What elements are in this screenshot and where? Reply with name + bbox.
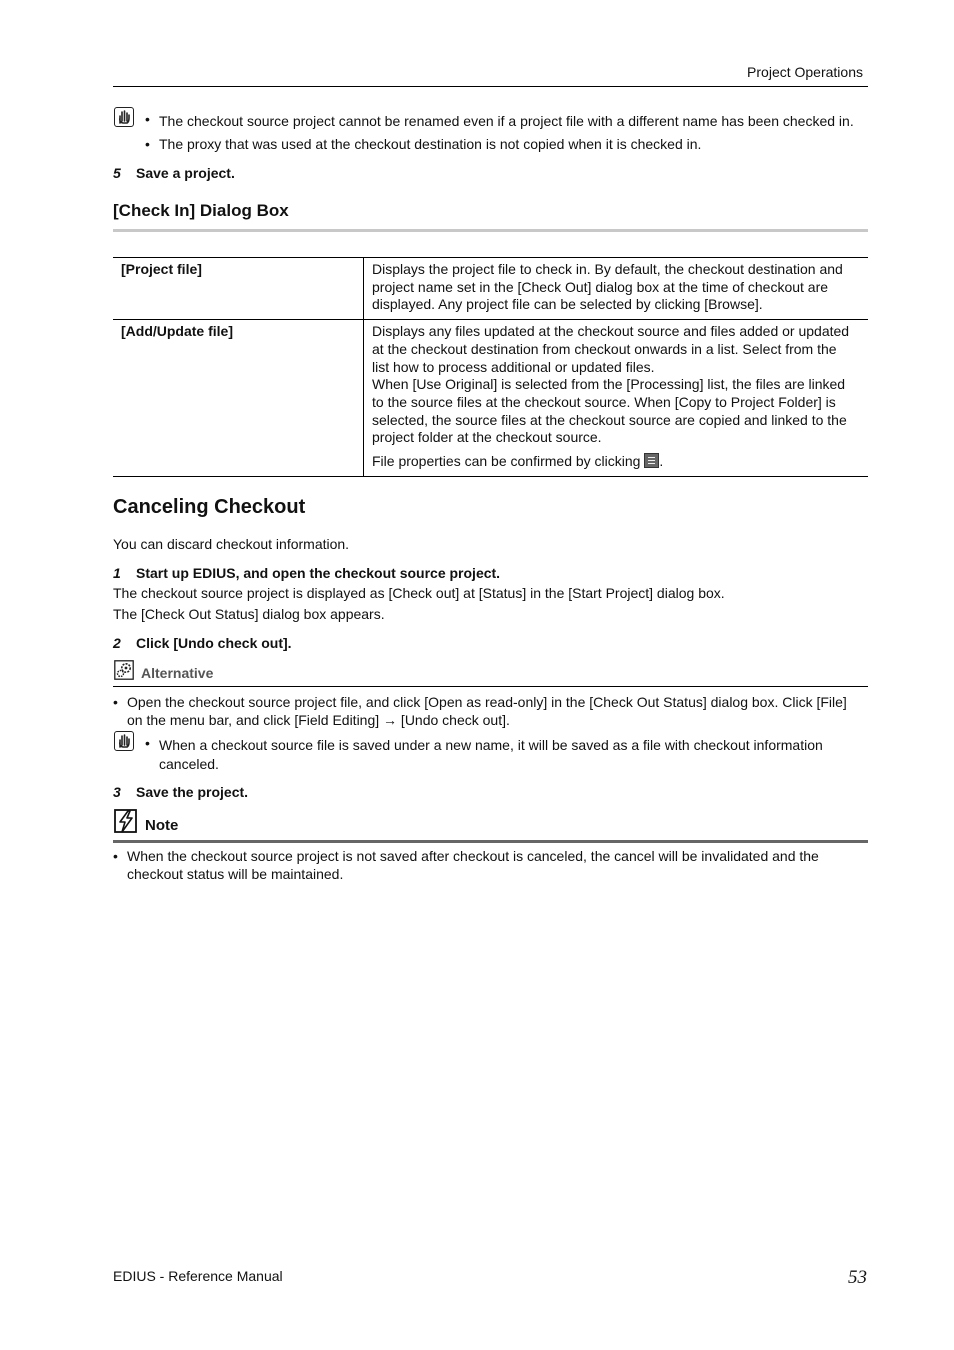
description-line: project folder at the checkout source.	[372, 429, 602, 446]
check-in-properties-table	[113, 257, 868, 477]
paragraph: The [Check Out Status] dialog box appears.	[113, 606, 385, 622]
note-line: checkout status will be maintained.	[127, 866, 344, 882]
property-description	[364, 258, 869, 320]
footer-manual-title: EDIUS - Reference Manual	[113, 1268, 283, 1284]
alternative-line: on the menu bar, and click [Field Editing] → [Undo check out].	[127, 712, 510, 728]
paragraph: You can discard checkout information.	[113, 536, 350, 552]
table-row	[113, 258, 868, 320]
step-number: 1	[113, 565, 121, 581]
description-line: at the checkout destination from checkout onwards in a list. Select from the	[372, 340, 837, 357]
note-line: When the checkout source project is not saved after checkout is canceled, the cancel will be invalidated and the	[127, 848, 819, 864]
gears-icon	[114, 660, 134, 680]
note-item: canceled.	[159, 756, 219, 772]
description-line: Displays the project file to check in. By default, the checkout destination and	[372, 261, 843, 277]
bullet-dot: •	[145, 735, 150, 751]
description-line: When [Use Original] is selected from the [Processing] list, the files are linked	[372, 376, 846, 393]
description-line: Displays any files updated at the checkout source and files added or updated	[372, 323, 850, 340]
description-line: displayed. Any project file can be selected by clicking [Browse].	[372, 296, 763, 313]
description-line	[372, 453, 860, 471]
bullet-dot: •	[113, 848, 118, 864]
running-header: Project Operations	[747, 64, 863, 80]
alternative-line: Open the checkout source project file, and click [Open as read-only] in the [Check Out Status] dialog box. Click [File]	[127, 694, 847, 710]
note-item: The checkout source project cannot be renamed even if a project file with a different name has been checked in.	[159, 113, 854, 129]
step-number: 2	[113, 635, 121, 651]
property-name: [Project file]	[113, 258, 364, 320]
alternative-label: Alternative	[141, 665, 214, 681]
heading-rule	[113, 229, 868, 232]
note-item: The proxy that was used at the checkout destination is not copied when it is checked in.	[159, 136, 702, 152]
step-text: Save a project.	[136, 165, 235, 181]
header-rule	[113, 86, 868, 87]
step-text: Save the project.	[136, 784, 249, 800]
note-label: Note	[145, 817, 179, 834]
section-heading: [Check In] Dialog Box	[113, 201, 289, 220]
description-line: selected, the source files at the checkout source are copied and linked to the	[372, 411, 847, 428]
alternative-rule	[113, 686, 868, 687]
property-description	[364, 320, 869, 477]
paragraph: The checkout source project is displayed as [Check out] at [Status] in the [Start Project] dialog box.	[113, 585, 725, 601]
bullet-dot: •	[145, 111, 150, 127]
step-text: Click [Undo check out].	[136, 635, 292, 651]
description-line: project name set in the [Check Out] dialog box at the time of checkout are	[372, 278, 829, 295]
step-number: 3	[113, 784, 121, 800]
bullet-dot: •	[145, 136, 150, 152]
properties-list-icon	[644, 453, 659, 468]
bullet-dot: •	[113, 694, 118, 710]
hand-note-icon	[114, 107, 134, 127]
description-text: .	[659, 453, 664, 470]
property-name: [Add/Update file]	[113, 320, 364, 477]
step-number: 5	[113, 165, 121, 181]
description-line: to the source files at the checkout source. When [Copy to Project Folder] is	[372, 393, 836, 410]
step-text: Start up EDIUS, and open the checkout source project.	[136, 565, 501, 581]
table-row	[113, 320, 868, 477]
page-number: 53	[848, 1267, 867, 1288]
note-item: When a checkout source file is saved under a new name, it will be saved as a file with checkout information	[159, 737, 823, 753]
hand-note-icon	[114, 731, 134, 751]
section-heading: Canceling Checkout	[113, 496, 306, 518]
note-rule	[113, 840, 868, 843]
description-text: File properties can be confirmed by clicking	[372, 453, 645, 470]
lightning-note-icon	[114, 809, 138, 834]
description-line: list how to process additional or updated files.	[372, 358, 655, 375]
